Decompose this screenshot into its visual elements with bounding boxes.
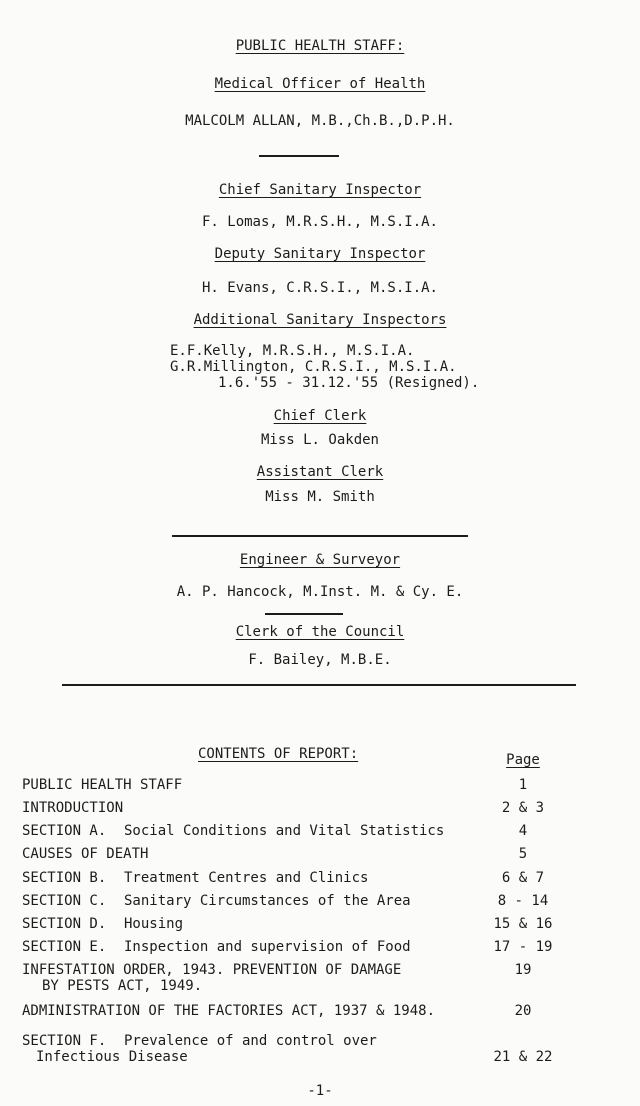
asi-name-2-note: 1.6.'55 - 31.12.'55 (Resigned). bbox=[218, 375, 480, 391]
contents-row-page: 8 - 14 bbox=[497, 893, 549, 909]
contents-row-title: Sanitary Circumstances of the Area bbox=[124, 893, 411, 909]
contents-row-page: 1 bbox=[518, 777, 528, 793]
asi-name-1: E.F.Kelly, M.R.S.H., M.S.I.A. bbox=[170, 343, 415, 359]
contents-row-section: SECTION D. bbox=[22, 916, 107, 932]
divider-short-2 bbox=[265, 613, 343, 615]
engineer-title: Engineer & Surveyor bbox=[239, 552, 401, 568]
csi-name: F. Lomas, M.R.S.H., M.S.I.A. bbox=[201, 214, 438, 230]
contents-row-section: SECTION B. bbox=[22, 870, 107, 886]
contents-row-title: Inspection and supervision of Food bbox=[124, 939, 411, 955]
page-column-header: Page bbox=[506, 752, 540, 768]
dsi-title: Deputy Sanitary Inspector bbox=[214, 246, 426, 262]
contents-row-title: Prevalence of and control over bbox=[124, 1033, 377, 1049]
asi-name-2: G.R.Millington, C.R.S.I., M.S.I.A. bbox=[170, 359, 457, 375]
contents-row-page: 17 - 19 bbox=[493, 939, 553, 955]
contents-heading: CONTENTS OF REPORT: bbox=[198, 746, 359, 762]
council-clerk-name: F. Bailey, M.B.E. bbox=[248, 652, 392, 668]
contents-row-page: 6 & 7 bbox=[501, 870, 545, 886]
engineer-name: A. P. Hancock, M.Inst. M. & Cy. E. bbox=[176, 584, 464, 600]
contents-row-title-cont: Infectious Disease bbox=[36, 1049, 188, 1065]
divider-long-1 bbox=[172, 535, 468, 537]
moh-title: Medical Officer of Health bbox=[214, 76, 426, 92]
contents-row-section: SECTION F. bbox=[22, 1033, 107, 1049]
contents-row-section: CAUSES OF DEATH bbox=[22, 846, 149, 862]
divider-short-1 bbox=[259, 155, 339, 157]
contents-row-page: 4 bbox=[518, 823, 528, 839]
contents-row-section: INTRODUCTION bbox=[22, 800, 124, 816]
contents-row-title: Social Conditions and Vital Statistics bbox=[124, 823, 445, 839]
staff-heading: PUBLIC HEALTH STAFF: bbox=[235, 38, 405, 54]
contents-row-section: SECTION E. bbox=[22, 939, 107, 955]
divider-full bbox=[62, 684, 576, 686]
contents-row-page: 2 & 3 bbox=[501, 800, 545, 816]
assistant-clerk-title: Assistant Clerk bbox=[256, 464, 384, 480]
chief-clerk-name: Miss L. Oakden bbox=[260, 432, 379, 448]
contents-row-section: PUBLIC HEALTH STAFF bbox=[22, 777, 183, 793]
dsi-name: H. Evans, C.R.S.I., M.S.I.A. bbox=[201, 280, 438, 296]
contents-row-title: Treatment Centres and Clinics bbox=[124, 870, 369, 886]
csi-title: Chief Sanitary Inspector bbox=[218, 182, 422, 198]
contents-row-page: 5 bbox=[518, 846, 528, 862]
moh-name: MALCOLM ALLAN, M.B.,Ch.B.,D.P.H. bbox=[185, 113, 455, 129]
contents-row-title: Housing bbox=[124, 916, 184, 932]
contents-row-page: 20 bbox=[514, 1003, 532, 1019]
contents-row-section: ADMINISTRATION OF THE FACTORIES ACT, 1937 & 1948. bbox=[22, 1003, 436, 1019]
asi-title: Additional Sanitary Inspectors bbox=[193, 312, 447, 328]
chief-clerk-title: Chief Clerk bbox=[273, 408, 367, 424]
contents-row-section: INFESTATION ORDER, 1943. PREVENTION OF DAMAGE bbox=[22, 962, 402, 978]
council-clerk-title: Clerk of the Council bbox=[235, 624, 405, 640]
contents-row-page: 15 & 16 bbox=[493, 916, 553, 932]
contents-row-page: 21 & 22 bbox=[493, 1049, 553, 1065]
contents-row-section: SECTION C. bbox=[22, 893, 107, 909]
assistant-clerk-name: Miss M. Smith bbox=[265, 489, 375, 505]
contents-row-section-cont: BY PESTS ACT, 1949. bbox=[42, 978, 203, 994]
contents-row-page: 19 bbox=[514, 962, 532, 978]
page-number: -1- bbox=[307, 1083, 333, 1099]
contents-row-section: SECTION A. bbox=[22, 823, 107, 839]
